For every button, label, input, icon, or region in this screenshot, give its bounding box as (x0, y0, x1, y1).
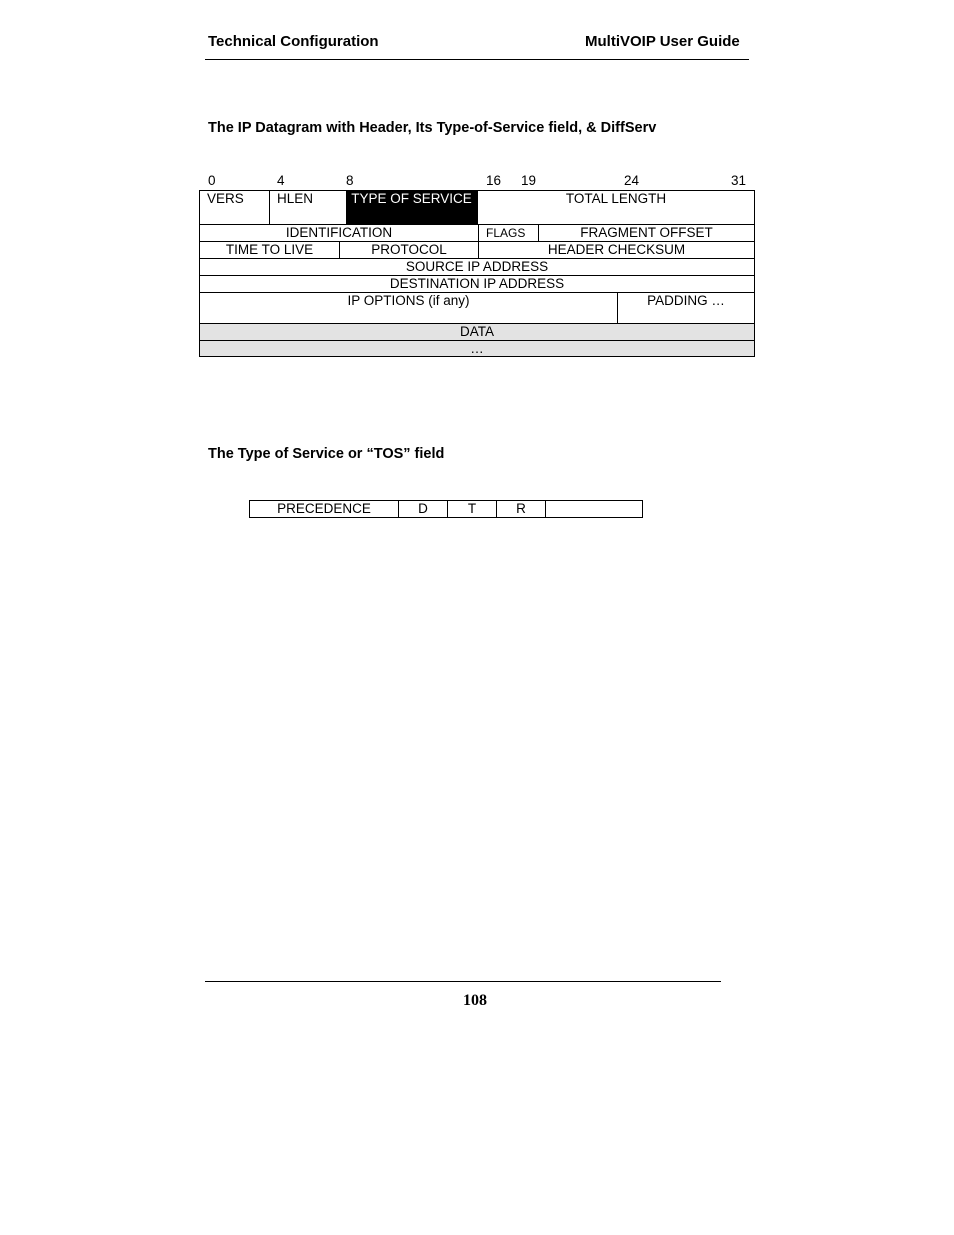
table-row (200, 241, 754, 258)
bit-number: 16 (486, 173, 502, 188)
table-row (200, 224, 754, 241)
bit-number: 0 (208, 173, 216, 188)
table-row (200, 292, 754, 323)
running-header-title: Technical Configuration (208, 33, 379, 50)
vers-cell: VERS (207, 191, 244, 206)
tos-field-heading: The Type of Service or “TOS” field (208, 446, 445, 462)
table-row (200, 191, 754, 224)
d-bit-cell: D (398, 501, 447, 517)
data-cell: DATA (459, 324, 494, 339)
fragment-offset-cell: FRAGMENT OFFSET (538, 225, 754, 241)
flags-cell: FLAGS (478, 225, 538, 241)
page-number: 108 (463, 992, 487, 1009)
footer-rule (205, 981, 721, 982)
unused-bits-cell (545, 501, 642, 517)
tos-field-table (249, 500, 643, 518)
bit-number: 19 (521, 173, 537, 188)
total-length-cell: TOTAL LENGTH (477, 191, 754, 224)
bit-number: 4 (277, 173, 285, 188)
r-bit-cell: R (496, 501, 545, 517)
protocol-cell: PROTOCOL (339, 242, 478, 258)
running-header-guide: MultiVOIP User Guide (585, 33, 740, 50)
header-checksum-cell: HEADER CHECKSUM (478, 242, 754, 258)
source-ip-cell: SOURCE IP ADDRESS (405, 259, 549, 274)
precedence-cell: PRECEDENCE (277, 501, 371, 516)
bit-number: 31 (731, 173, 747, 188)
header-rule (205, 59, 749, 60)
time-to-live-cell: TIME TO LIVE (225, 242, 314, 257)
ip-datagram-table (199, 190, 755, 357)
bit-number: 24 (624, 173, 640, 188)
padding-cell: PADDING … (617, 293, 754, 323)
t-bit-cell: T (447, 501, 496, 517)
destination-ip-cell: DESTINATION IP ADDRESS (389, 276, 565, 291)
type-of-service-cell: TYPE OF SERVICE (339, 191, 477, 224)
table-row (200, 275, 754, 292)
bit-number: 8 (346, 173, 354, 188)
table-row (200, 340, 754, 356)
hlen-cell: HLEN (269, 191, 339, 224)
ip-options-cell: IP OPTIONS (if any) (347, 293, 470, 308)
identification-cell: IDENTIFICATION (285, 225, 393, 240)
table-row (200, 258, 754, 275)
data-continuation-cell: … (470, 341, 484, 356)
ip-datagram-heading: The IP Datagram with Header, Its Type-of-Service field, & DiffServ (208, 120, 657, 136)
table-row (200, 323, 754, 340)
